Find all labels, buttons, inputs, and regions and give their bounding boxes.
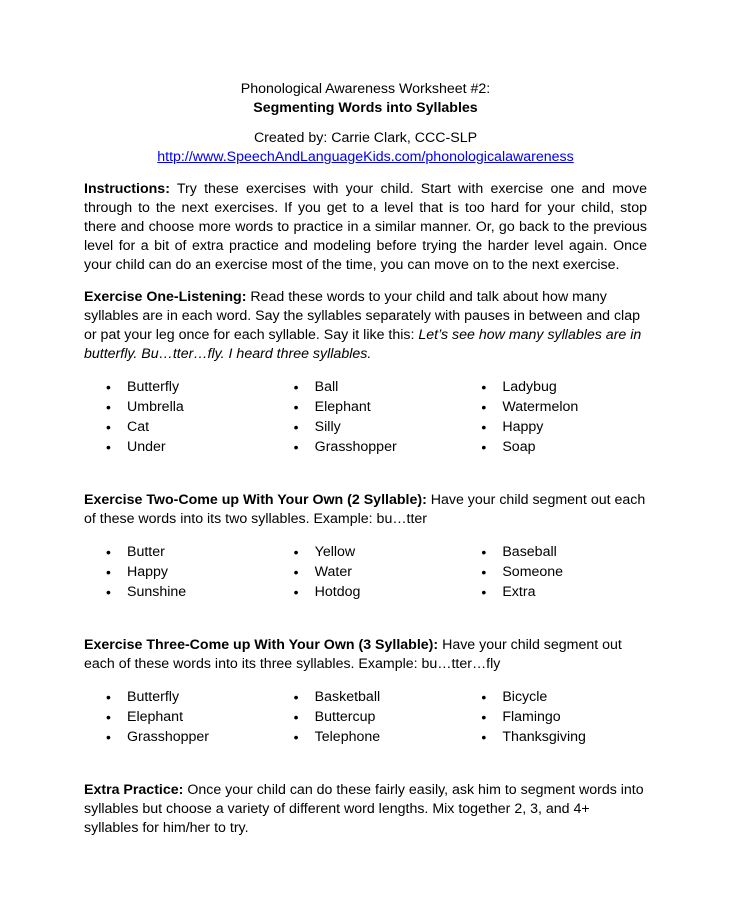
exercise-two-word-list: [84, 542, 647, 602]
list-item: [84, 582, 272, 602]
word-column: [459, 377, 647, 457]
word-label: Umbrella: [127, 399, 184, 415]
word-column: [272, 542, 460, 602]
bullet-icon: •: [293, 709, 299, 725]
bullet-icon: •: [481, 729, 487, 745]
bullet-icon: •: [106, 379, 111, 395]
list-item: [272, 397, 460, 417]
word-label: Bicycle: [502, 689, 548, 705]
exercise-three-label: Exercise Three-Come up With Your Own (3 Syllable):: [84, 637, 439, 653]
word-label: Hotdog: [314, 584, 361, 600]
word-column: [84, 687, 272, 747]
list-item: [459, 542, 647, 562]
bullet-icon: •: [293, 399, 299, 415]
word-label: Cat: [127, 419, 150, 435]
source-link[interactable]: http://www.SpeechAndLanguageKids.com/phonologicalawareness: [157, 149, 574, 165]
word-label: Someone: [502, 564, 564, 580]
word-column: [84, 377, 272, 457]
list-item: [84, 707, 272, 727]
creator-line: Created by: Carrie Clark, CCC-SLP: [253, 130, 478, 146]
extra-practice-label: Extra Practice:: [84, 782, 184, 798]
list-item: [459, 562, 647, 582]
list-item: [272, 437, 460, 457]
word-label: Butter: [127, 544, 165, 560]
list-item: [84, 687, 272, 707]
word-label: Soap: [502, 439, 536, 455]
list-item: [459, 417, 647, 437]
bullet-icon: •: [106, 584, 111, 600]
word-label: Elephant: [314, 399, 371, 415]
bullet-icon: •: [106, 564, 111, 580]
list-item: [84, 397, 272, 417]
bullet-icon: •: [106, 399, 111, 415]
word-label: Grasshopper: [314, 439, 397, 455]
bullet-icon: •: [293, 439, 299, 455]
list-item: [459, 377, 647, 397]
exercise-two-text: Have your child segment out each of these words into its two syllables. Example: bu…tter: [84, 492, 646, 527]
bullet-icon: •: [106, 439, 111, 455]
worksheet-page: [84, 80, 647, 838]
instructions-label: Instructions:: [84, 181, 170, 197]
bullet-icon: •: [293, 544, 299, 560]
list-item: [459, 687, 647, 707]
bullet-icon: •: [293, 419, 299, 435]
list-item: [272, 417, 460, 437]
extra-practice-text: Once your child can do these fairly easily, ask him to segment words into syllables but choose a variety of different word lengths. Mix together 2, 3, and 4+ syllables for him/her to try.: [84, 782, 644, 836]
bullet-icon: •: [293, 584, 299, 600]
exercise-two-label: Exercise Two-Come up With Your Own (2 Syllable):: [84, 492, 427, 508]
worksheet-header: [84, 80, 647, 167]
instructions-text: Try these exercises with your child. Start with exercise one and move through to the next exercises. If you get to a level that is too hard for your child, stop there and choose more words to practice in a similar manner. Or, go back to the previous level for a bit of extra practice and modeling before trying the harder level again. Once your child can do an exercise most of the time, you can move on to the next exercise.: [84, 181, 647, 273]
instructions-paragraph: [84, 180, 647, 275]
word-column: [272, 687, 460, 747]
list-item: [272, 377, 460, 397]
bullet-icon: •: [293, 729, 299, 745]
word-column: [272, 377, 460, 457]
word-label: Butterfly: [127, 379, 180, 395]
word-label: Telephone: [314, 729, 381, 745]
bullet-icon: •: [293, 564, 299, 580]
bullet-icon: •: [293, 379, 299, 395]
word-label: Happy: [127, 564, 169, 580]
word-column: [459, 542, 647, 602]
word-label: Watermelon: [502, 399, 579, 415]
bullet-icon: •: [481, 689, 487, 705]
exercise-one-text: Read these words to your child and talk about how many syllables are in each word. Say the syllables separately with pauses in between and clap or pat your leg once for each syllable. Say it like this:: [84, 289, 640, 343]
list-item: [84, 377, 272, 397]
list-item: [272, 727, 460, 747]
word-label: Ball: [314, 379, 339, 395]
bullet-icon: •: [481, 564, 487, 580]
list-item: [84, 417, 272, 437]
word-label: Under: [127, 439, 166, 455]
list-item: [272, 582, 460, 602]
word-column: [84, 542, 272, 602]
exercise-one-label: Exercise One-Listening:: [84, 289, 247, 305]
bullet-icon: •: [481, 439, 487, 455]
list-item: [84, 562, 272, 582]
word-label: Silly: [314, 419, 341, 435]
word-label: Butterfly: [127, 689, 180, 705]
bullet-icon: •: [481, 419, 487, 435]
bullet-icon: •: [106, 419, 111, 435]
worksheet-title: Phonological Awareness Worksheet #2:: [240, 81, 491, 97]
exercise-one-paragraph: [84, 288, 647, 364]
list-item: [272, 542, 460, 562]
word-label: Water: [314, 564, 352, 580]
list-item: [272, 707, 460, 727]
word-label: Thanksgiving: [502, 729, 586, 745]
word-label: Sunshine: [127, 584, 187, 600]
list-item: [272, 562, 460, 582]
word-column: [459, 687, 647, 747]
bullet-icon: •: [481, 544, 487, 560]
word-label: Happy: [502, 419, 544, 435]
list-item: [84, 437, 272, 457]
list-item: [272, 687, 460, 707]
list-item: [84, 542, 272, 562]
list-item: [459, 397, 647, 417]
word-label: Extra: [502, 584, 536, 600]
word-label: Buttercup: [314, 709, 376, 725]
bullet-icon: •: [106, 544, 111, 560]
extra-practice-paragraph: [84, 781, 647, 838]
bullet-icon: •: [106, 729, 111, 745]
word-label: Baseball: [502, 544, 557, 560]
list-item: [459, 727, 647, 747]
bullet-icon: •: [481, 379, 487, 395]
word-label: Elephant: [127, 709, 184, 725]
bullet-icon: •: [293, 689, 299, 705]
exercise-three-paragraph: [84, 636, 647, 674]
exercise-three-word-list: [84, 687, 647, 747]
word-label: Ladybug: [502, 379, 557, 395]
bullet-icon: •: [481, 709, 487, 725]
bullet-icon: •: [481, 399, 487, 415]
list-item: [459, 582, 647, 602]
bullet-icon: •: [106, 689, 111, 705]
list-item: [459, 707, 647, 727]
word-label: Yellow: [314, 544, 356, 560]
exercise-one-example: Let’s see how many syllables are in butterfly. Bu…tter…fly. I heard three syllables.: [84, 327, 642, 362]
exercise-one-word-list: [84, 377, 647, 457]
word-label: Grasshopper: [127, 729, 210, 745]
exercise-two-paragraph: [84, 491, 647, 529]
word-label: Basketball: [314, 689, 381, 705]
bullet-icon: •: [106, 709, 111, 725]
list-item: [84, 727, 272, 747]
list-item: [459, 437, 647, 457]
worksheet-subtitle: Segmenting Words into Syllables: [253, 100, 478, 116]
exercise-three-text: Have your child segment out each of these words into its three syllables. Example: bu…tter…fly: [84, 637, 622, 672]
word-label: Flamingo: [502, 709, 561, 725]
bullet-icon: •: [481, 584, 487, 600]
